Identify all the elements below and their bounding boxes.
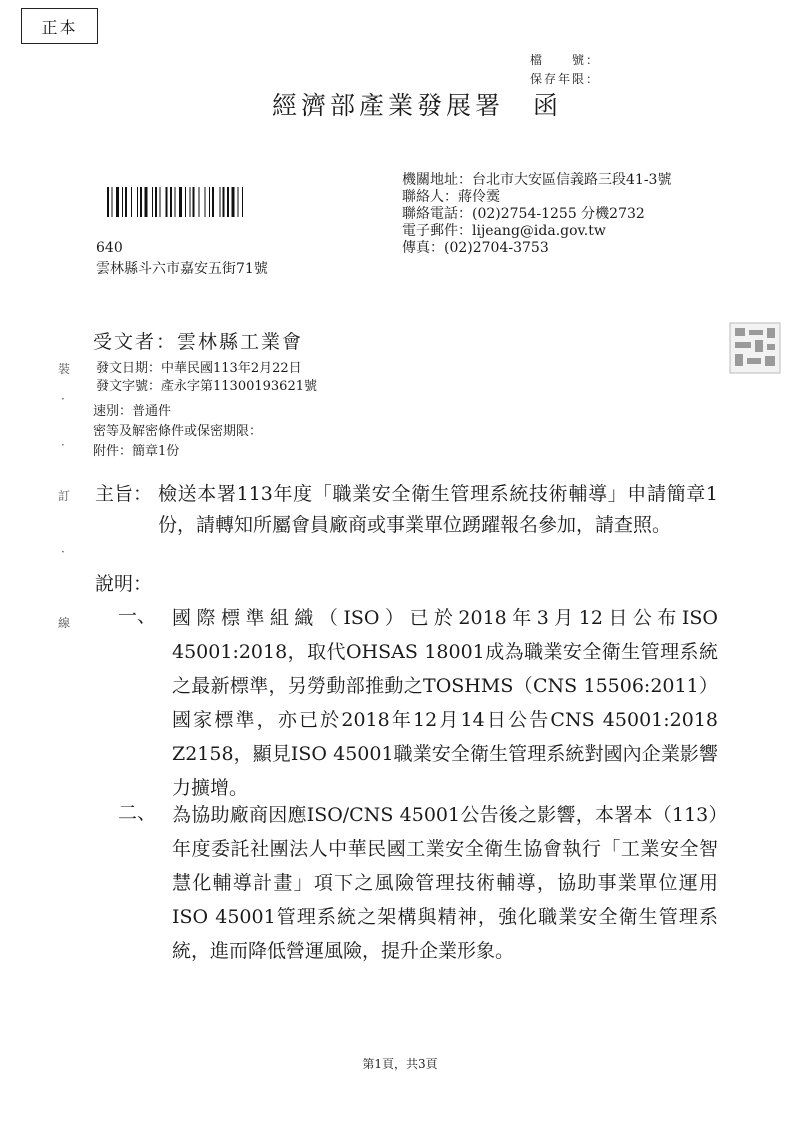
contact-email: 電子郵件：lijeang@ida.gov.tw [402,223,606,239]
copy-label: 正本 [21,8,98,44]
contact-fax: 傳真：(02)2704-3753 [402,240,549,256]
retention-period-label: 保存年限： [530,72,601,86]
delivery-speed: 速別：普通件 [93,404,172,419]
confidentiality: 密等及解密條件或保密期限： [93,424,263,439]
seal-stamp-icon [729,322,781,374]
binding-dot: · [61,438,65,452]
subject-text: 檢送本署113年度「職業安全衛生管理系統技術輔導」申請簡章1份，請轉知所屬會員廠商或事業單位踴躍報名參加，請查照。 [158,483,718,536]
file-number-label: 檔 號： [530,53,601,67]
issue-date: 發文日期：中華民國113年2月22日 [96,361,302,376]
recipient-address: 雲林縣斗六市嘉安五街71號 [96,261,268,277]
explanation-item-number: 二、 [118,802,157,824]
binding-dot: · [61,392,65,406]
agency-address: 機關地址：台北市大安區信義路三段41-3號 [402,172,672,188]
attachment: 附件：簡章1份 [93,444,180,459]
page-number: 第1頁，共3頁 [362,1057,438,1071]
explanation-label: 說明： [95,573,153,595]
agency-contact-block [402,172,671,257]
document-title: 經濟部產業發展署 函 [272,91,563,120]
contact-person: 聯絡人：蔣伶霙 [402,189,500,205]
binding-mark-xian: 線 [58,616,71,630]
explanation-item-number: 一、 [118,605,157,627]
contact-phone: 聯絡電話：(02)2754-1255 分機2732 [402,206,645,222]
barcode-icon [107,187,287,217]
document-number: 發文字號：產永字第11300193621號 [96,379,317,394]
postal-code: 640 [96,240,123,256]
subject-label: 主旨： [95,483,153,505]
binding-mark-zhuang: 裝 [58,362,71,376]
explanation-item-text: 國際標準組織（ISO）已於2018年3月12日公布ISO 45001:2018，取代OHSAS 18001成為職業安全衛生管理系統之最新標準，另勞動部推動之TOSHMS（CNS 15506:2011）國家標準，亦已於2018年12月14日公告CNS 45001:2018 Z2158，顯見ISO 45001職業安全衛生管理系統對國內企業影響力擴增。 [172,607,718,799]
binding-mark-ding: 訂 [58,489,71,503]
binding-dot: · [61,545,65,559]
recipient-line: 受文者：雲林縣工業會 [93,331,304,353]
explanation-item-text: 為協助廠商因應ISO/CNS 45001公告後之影響，本署本（113）年度委託社團法人中華民國工業安全衛生協會執行「工業安全智慧化輔導計畫」項下之風險管理技術輔導，協助事業單位運用ISO 45001管理系統之架構與精神，強化職業安全衛生管理系統，進而降低營運風險，提升企業形象。 [172,804,718,962]
